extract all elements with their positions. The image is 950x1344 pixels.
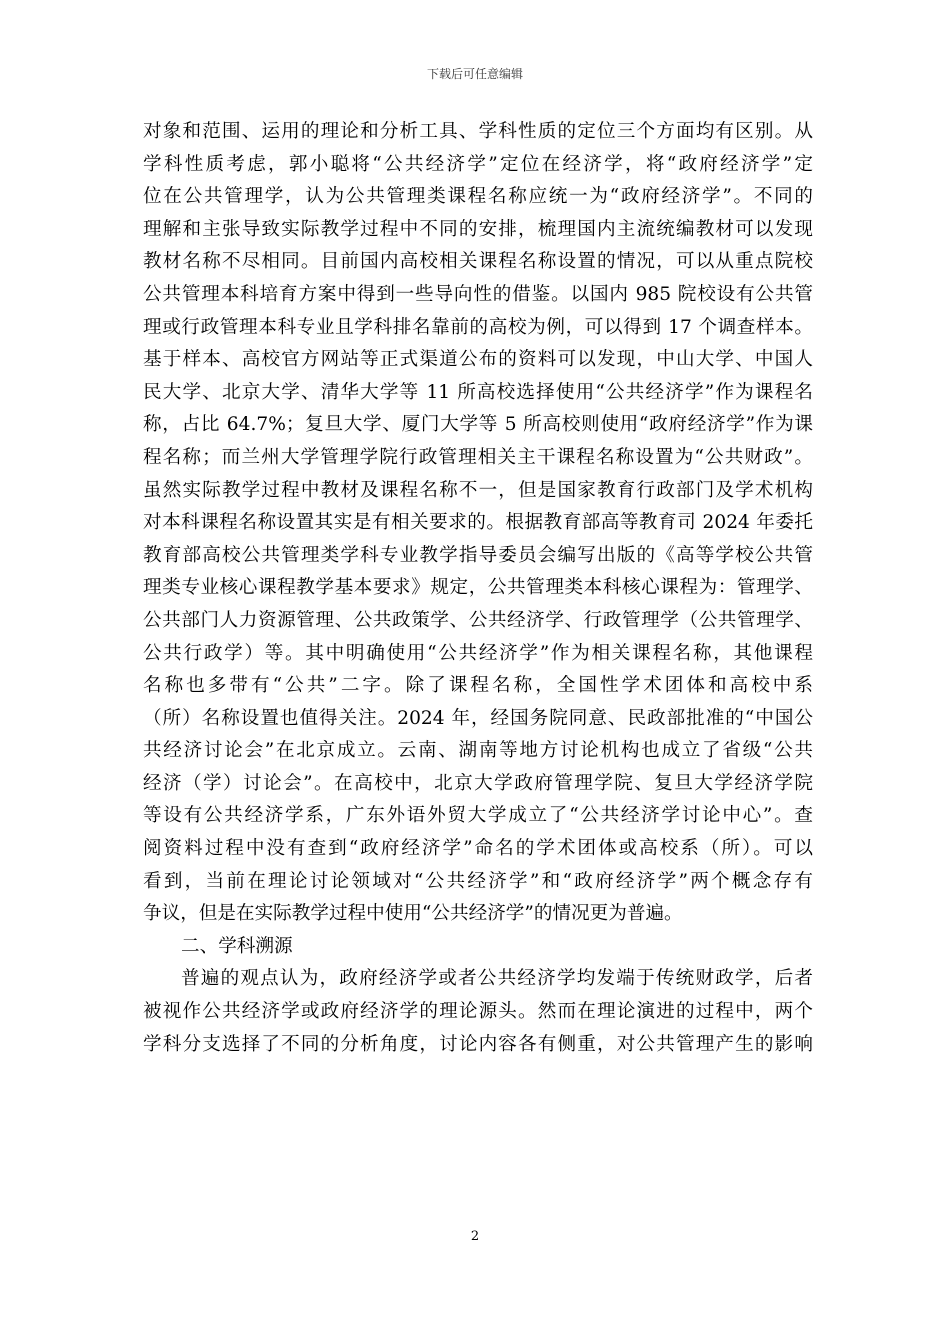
- body-line: 理或行政管理本科专业且学科排名靠前的高校为例，可以得到 17 个调查样本。: [143, 316, 813, 338]
- body-line: 等设有公共经济学系，广东外语外贸大学成立了“公共经济学讨论中心”。查: [143, 805, 813, 827]
- body-line: 共经济讨论会”在北京成立。云南、湖南等地方讨论机构也成立了省级“公共: [143, 740, 813, 762]
- page-header: 下载后可任意编辑: [426, 67, 523, 81]
- body-line: 公共部门人力资源管理、公共政策学、公共经济学、行政管理学（公共管理学、: [143, 609, 813, 631]
- body-line: 阅资料过程中没有查到“政府经济学”命名的学术团体或高校系（所）。可以: [143, 838, 813, 860]
- body-line: 教育部高校公共管理类学科专业教学指导委员会编写出版的《高等学校公共管: [143, 544, 813, 566]
- body-line: 看到，当前在理论讨论领域对“公共经济学”和“政府经济学”两个概念存有: [143, 870, 813, 892]
- body-line: 理解和主张导致实际教学过程中不同的安排，梳理国内主流统编教材可以发现: [143, 218, 813, 240]
- body-line: 虽然实际教学过程中教材及课程名称不一，但是国家教育行政部门及学术机构: [143, 479, 813, 501]
- body-line: 对象和范围、运用的理论和分析工具、学科性质的定位三个方面均有区别。从: [143, 121, 813, 142]
- body-line: 普遍的观点认为，政府经济学或者公共经济学均发端于传统财政学，后者: [181, 968, 813, 990]
- section-heading: 二、学科溯源: [181, 935, 293, 957]
- body-line: 称，占比 64.7%；复旦大学、厦门大学等 5 所高校则使用“政府经济学”作为课: [143, 414, 813, 436]
- body-line: （所）名称设置也值得关注。2024 年，经国务院同意、民政部批准的“中国公: [143, 707, 813, 729]
- body-line: 教材名称不尽相同。目前国内高校相关课程名称设置的情况，可以从重点院校: [143, 251, 813, 273]
- body-line: 学科分支选择了不同的分析角度，讨论内容各有侧重，对公共管理产生的影响: [143, 1033, 813, 1055]
- body-line: 基于样本、高校官方网站等正式渠道公布的资料可以发现，中山大学、中国人: [143, 349, 813, 371]
- document-body: [143, 116, 813, 1061]
- body-line: 公共行政学）等。其中明确使用“公共经济学”作为相关课程名称，其他课程: [143, 642, 813, 664]
- body-line: 被视作公共经济学或政府经济学的理论源头。然而在理论演进的过程中，两个: [143, 1001, 813, 1023]
- body-line: 程名称；而兰州大学管理学院行政管理相关主干课程名称设置为“公共财政”。: [143, 446, 813, 468]
- body-line: 民大学、北京大学、清华大学等 11 所高校选择使用“公共经济学”作为课程名: [143, 381, 813, 403]
- body-line: 对本科课程名称设置其实是有相关要求的。根据教育部高等教育司 2024 年委托: [143, 512, 813, 534]
- body-line: 经济（学）讨论会”。在高校中，北京大学政府管理学院、复旦大学经济学院: [143, 772, 813, 794]
- body-line: 学科性质考虑，郭小聪将“公共经济学”定位在经济学，将“政府经济学”定: [143, 153, 813, 175]
- body-line: 名称也多带有“公共”二字。除了课程名称，全国性学术团体和高校中系: [143, 675, 813, 697]
- page-number: 2: [470, 1229, 480, 1244]
- body-line: 公共管理本科培育方案中得到一些导向性的借鉴。以国内 985 院校设有公共管: [143, 283, 813, 305]
- body-line: 理类专业核心课程教学基本要求》规定，公共管理类本科核心课程为：管理学、: [143, 577, 813, 599]
- body-line: 争议，但是在实际教学过程中使用“公共经济学”的情况更为普遍。: [143, 903, 683, 925]
- body-line: 位在公共管理学，认为公共管理类课程名称应统一为“政府经济学”。不同的: [143, 186, 813, 208]
